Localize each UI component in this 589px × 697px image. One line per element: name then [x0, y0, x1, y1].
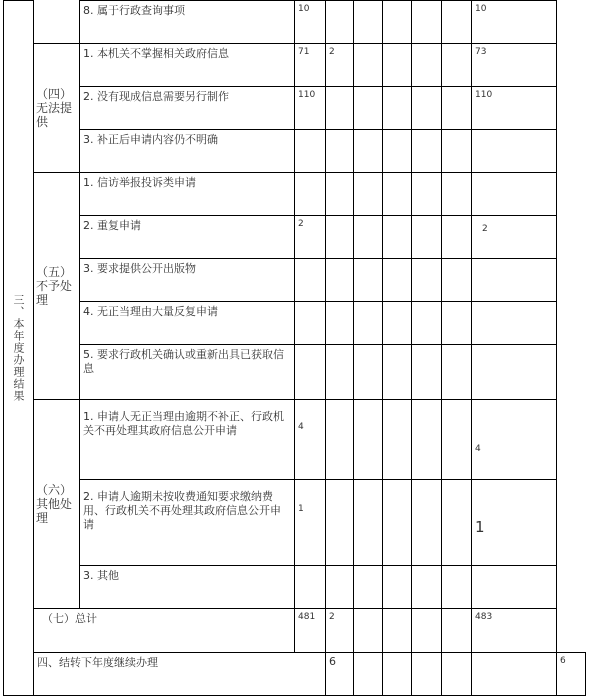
statistics-table [3, 0, 586, 696]
group-5-label: （五）不予处理 [34, 173, 80, 400]
section-three-label: 三、本年度办理结果 [4, 1, 34, 696]
table-row: 3. 要求提供公开出版物 [4, 259, 586, 302]
table-row: 3. 其他 [4, 566, 586, 609]
group-7-label: （七）总计 [34, 609, 295, 653]
table-row: （五）不予处理 1. 信访举报投诉类申请 [4, 173, 586, 216]
row-desc: 8. 属于行政查询事项 [80, 1, 295, 44]
table-row: 5. 要求行政机关确认或重新出具已获取信息 [4, 345, 586, 400]
table-row: 2. 重复申请 2 2 [4, 216, 586, 259]
group-4-label: （四）无法提供 [34, 44, 80, 173]
group-6-label: （六）其他处理 [34, 400, 80, 609]
section-four-row: 四、结转下年度继续办理 6 6 [4, 653, 586, 696]
table-row: （六）其他处理 1. 申请人无正当理由逾期不补正、行政机关不再处理其政府信息公开申请 4 4 [4, 400, 586, 480]
table-row: 2. 申请人逾期未按收费通知要求缴纳费用、行政机关不再处理其政府信息公开申请 1 1 [4, 480, 586, 566]
table-row: 4. 无正当理由大量反复申请 [4, 302, 586, 345]
total-row: （七）总计 481 2 483 [4, 609, 586, 653]
section-four-label: 四、结转下年度继续办理 [34, 653, 326, 696]
table-row: 三、本年度办理结果 8. 属于行政查询事项 10 10 [4, 1, 586, 44]
table-row: 2. 没有现成信息需要另行制作 110 110 [4, 87, 586, 130]
table-row: （四）无法提供 1. 本机关不掌握相关政府信息 71 2 73 [4, 44, 586, 87]
table-row: 3. 补正后申请内容仍不明确 [4, 130, 586, 173]
